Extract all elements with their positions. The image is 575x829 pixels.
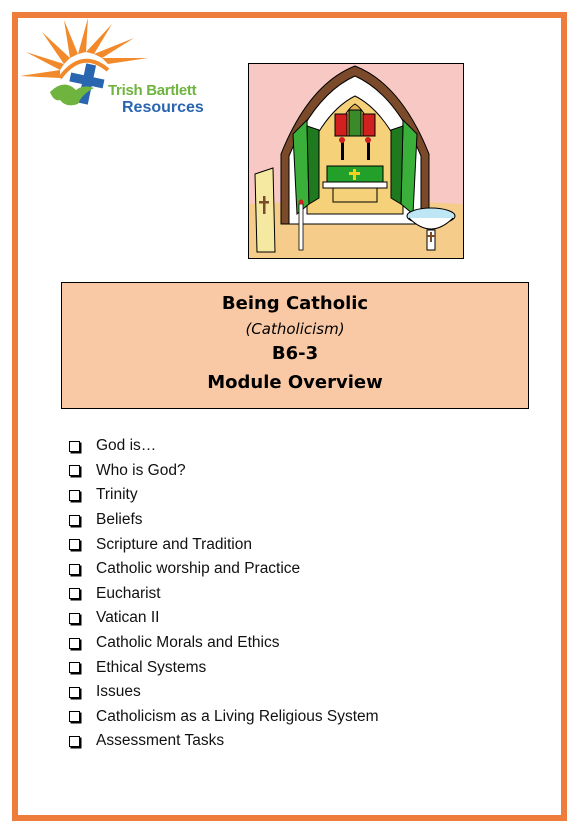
checkbox-icon — [69, 515, 80, 526]
logo-subtitle: Resources — [122, 99, 204, 116]
topic-label: Trinity — [96, 486, 138, 504]
module-overview-heading: Module Overview — [207, 372, 383, 393]
checkbox-icon — [69, 490, 80, 501]
list-item — [69, 680, 379, 705]
list-item — [69, 729, 379, 754]
list-item — [69, 508, 379, 533]
list-item — [69, 532, 379, 557]
checkbox-icon — [69, 613, 80, 624]
topic-label: God is… — [96, 437, 157, 455]
checkbox-icon — [69, 465, 80, 476]
topic-label: Catholic Morals and Ethics — [96, 634, 280, 652]
topic-label: Issues — [96, 683, 141, 701]
checkbox-icon — [69, 441, 80, 452]
list-item — [69, 434, 379, 459]
topic-label: Eucharist — [96, 584, 161, 602]
topic-label: Assessment Tasks — [96, 732, 225, 750]
module-code: B6-3 — [271, 343, 319, 364]
checkbox-icon — [69, 638, 80, 649]
topic-label: Ethical Systems — [96, 658, 207, 676]
topic-label: Vatican II — [96, 609, 160, 627]
church-illustration — [248, 63, 464, 259]
church-interior-icon — [249, 64, 463, 258]
logo — [20, 18, 204, 118]
checkbox-icon — [69, 711, 80, 722]
topic-label: Scripture and Tradition — [96, 535, 252, 553]
list-item — [69, 459, 379, 484]
topic-label: Beliefs — [96, 511, 143, 529]
topic-checklist — [69, 434, 379, 754]
checkbox-icon — [69, 564, 80, 575]
topic-label: Catholic worship and Practice — [96, 560, 301, 578]
checkbox-icon — [69, 736, 80, 747]
list-item — [69, 557, 379, 582]
topic-label: Catholicism as a Living Religious System — [96, 707, 379, 725]
logo-name: Trish Bartlett — [108, 82, 197, 99]
list-item — [69, 705, 379, 730]
checkbox-icon — [69, 539, 80, 550]
list-item — [69, 582, 379, 607]
topic-label: Who is God? — [96, 461, 186, 479]
title-subtitle: (Catholicism) — [245, 320, 345, 338]
list-item — [69, 606, 379, 631]
checkbox-icon — [69, 687, 80, 698]
checkbox-icon — [69, 662, 80, 673]
title-box — [61, 282, 529, 409]
title-main: Being Catholic — [221, 293, 369, 314]
checkbox-icon — [69, 588, 80, 599]
list-item — [69, 631, 379, 656]
list-item — [69, 655, 379, 680]
list-item — [69, 483, 379, 508]
